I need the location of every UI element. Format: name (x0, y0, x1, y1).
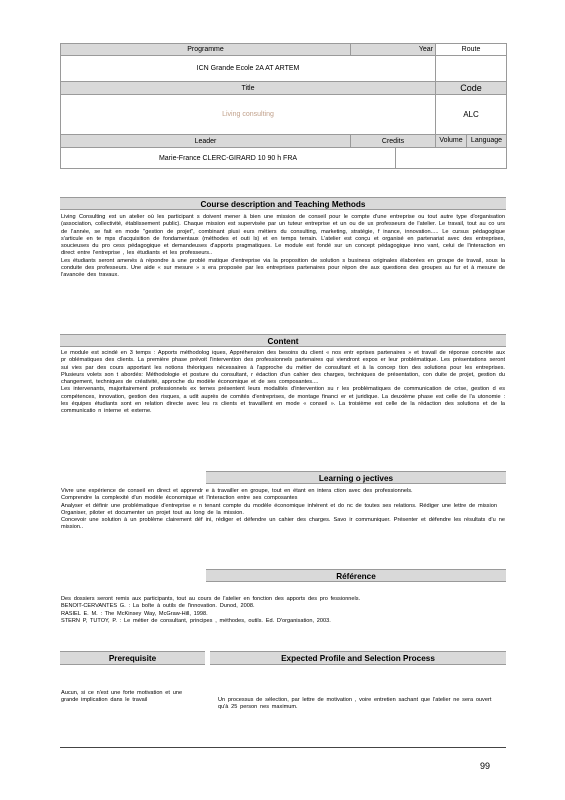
learning-objectives-line: Organiser, piloter et documenter un projet tout au long de la mission. (61, 509, 244, 516)
prerequisite-text: Aucun, si ce n'est une forte motivation et une grande implication dans le travail (61, 690, 183, 704)
content-text (61, 350, 505, 416)
year-label: Year (351, 44, 436, 56)
footer-rule (60, 747, 506, 748)
route-label: Route (436, 44, 507, 56)
title-label: Title (61, 82, 436, 95)
credits-label: Credits (351, 135, 436, 148)
programme-value: ICN Grande Ecole 2A AT ARTEM (61, 56, 436, 82)
programme-label: Programme (61, 44, 351, 56)
content-heading: Content (60, 334, 506, 347)
reference-line: STERN P, TUTOY, P. : Le métier de consultant, principes , méthodes, outils. Ed. D'organisation, 2003. (61, 617, 331, 624)
language-label: Language (470, 137, 503, 144)
content-paragraph: Les intervenants, majoritairement professionnels ex ternes présentent leurs modalités d'intervention su r les problématiques de communication de crise, gestion d es compétences, innovation, gestion des risques, a udit auprès de comités d'entreprises, de montage financi er et juridique. La deuxième phase est celle de l'a utonomie : les équipes étudiants sont en relation directe avec leu rs clients et travaillent en mode « conseil ». La troisième est celle de la rédaction des solutions et de la communicatio n interne et externe. (61, 386, 505, 415)
course-header-table (60, 43, 507, 169)
reference-heading: Référence (206, 569, 506, 582)
page-number: 99 (480, 761, 491, 771)
course-code: ALC (436, 95, 507, 135)
reference-line: Des dossiers seront remis aux participants, tout au cours de l'atelier en fonction des apports des pro fessionnels. (61, 596, 361, 602)
learning-objectives-heading: Learning o jectives (206, 471, 506, 484)
reference-line: RASIEL E. M. : The McKinsey Way, McGraw-Hill, 1998. (61, 610, 208, 617)
course-title: Living consulting (61, 95, 436, 135)
leader-value: Marie-France CLERC-GIRARD 10 90 h FRA (61, 148, 396, 169)
learning-objectives-line: Concevoir une solution à un problème clairement déf ini, rédiger et défendre un cahier des charges. Savo ir communiquer. Présenter et défendre les résultats d'u ne mission.. (61, 517, 505, 531)
learning-objectives-text (61, 488, 505, 532)
learning-objectives-line: Comprendre la complexité d'un modèle économique et l'interaction entre ses composantes (61, 495, 298, 502)
course-description-paragraph: Living Consulting est un atelier où les participant s doivent mener à bien une mission de conseil pour le compte d'une entreprise ou tout autre type d'organisation (association, collectivité, établissement public). Chaque mission est supervisée par un tuteur entreprise et un ou de ux professeurs de l'atelier. Le travail, tout au co urs de l'année, se fait en mode "gestion de projet", combinant plusi eurs métiers du consulting, marketing, stratégie, f inance, innovation..... Le cursus pédagogique s'articule en te mps d'acquisition de fondamentaux (méthodes et outi ls) et en temps terrain. L'atelier est conçu et organisé en partenariat avec des entreprises, soucieuses du pro cess pédagogique et demandeuses d'apports pragmatiques. Le module est fondé sur un concept pédagogique inno vant, celui de l'interaction en direct entre l'entreprise , les étudiants et les professeurs.. (61, 214, 505, 257)
content-paragraph: Le module est scindé en 3 temps : Apports méthodolog iques, Appréhension des besoins du client « nos entr eprises partenaires » et travail de réponse concrète aux pr oblématiques des clients. La première phase prévoit l'intervention des professionnels partenaires qui viendront expos er leur problématique. Les présentations seront sui vies par des cours apportant les notions théoriques nécessaires à l'approche du métier de consultant et à la concep tion des solutions pour les entreprises. Plusieurs volets son t abordés: Méthodologie et posture du consultant, r édaction d'un cahier des charges, techniques de présentation, con duite de projet, gestion du changement, techniques de créativité, approche du modèle économique et de ses composantes.... (61, 350, 505, 386)
leader-label: Leader (61, 135, 351, 148)
volume-label: Volume (436, 135, 467, 147)
learning-objectives-line: Vivre une expérience de conseil en direct et apprendr e à travailler en groupe, tout en étant en intera ction avec des professionnels. (61, 488, 413, 494)
code-label: Code (436, 82, 507, 95)
expected-profile-text: Un processus de sélection, par lettre de motivation , voire entretien sachant que l'atelier ne sera ouvert qu'à 25 person nes maximum. (218, 697, 492, 711)
course-description-heading: Course description and Teaching Methods (60, 197, 506, 210)
course-description-text (61, 214, 505, 280)
learning-objectives-line: Analyser et définir une problématique d'entreprise e n tenant compte du modèle économique inhérent et do nc de toutes ses relations. Rédiger une lettre de mission (61, 502, 497, 509)
prerequisite-heading: Prerequisite (60, 651, 205, 665)
course-description-paragraph: Les étudiants seront amenés à répondre à une problé matique d'entreprise via la proposition de solution s business originales élaborées en groupe de travail, sous la conduite des professeurs. Une aide « sur mesure » s era proposée par les entreprises partenaires pour répon dre aux questions des groupes au fur et à mesure de l'avancée des travaux. (61, 257, 505, 279)
reference-text (61, 596, 505, 625)
expected-profile-heading: Expected Profile and Selection Process (210, 651, 506, 665)
reference-line: BENOIT-CERVANTES G. : La boîte à outils de l'innovation. Dunod, 2008. (61, 603, 255, 610)
